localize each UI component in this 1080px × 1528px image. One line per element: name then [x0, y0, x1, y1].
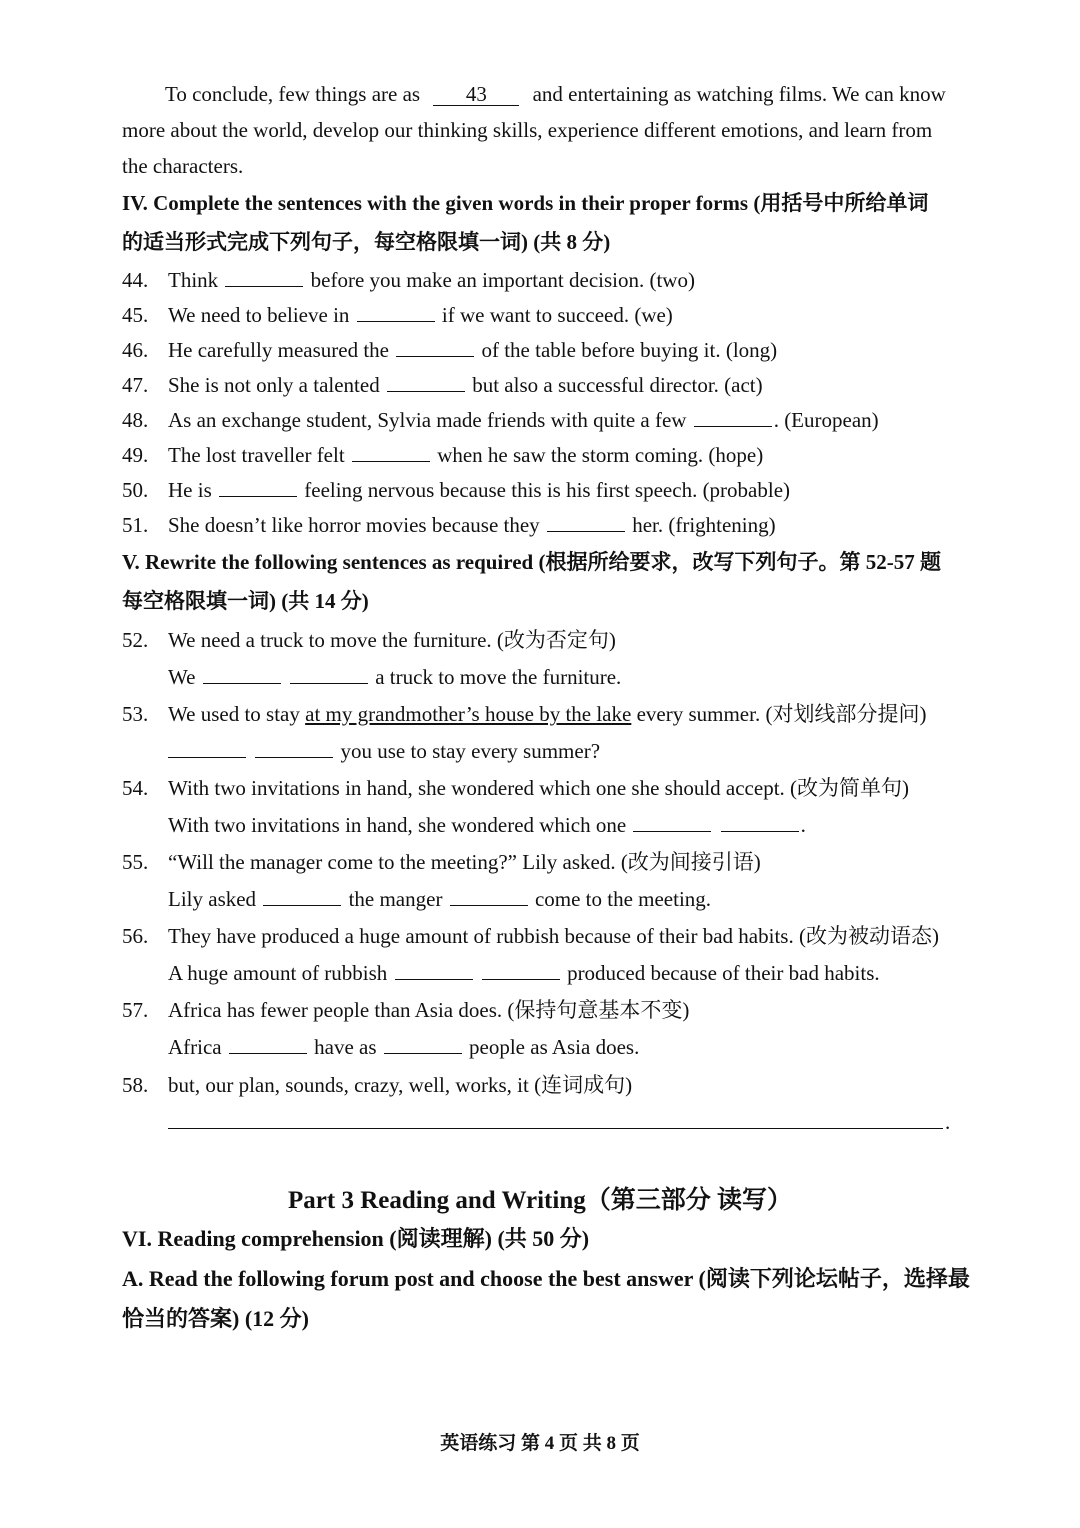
question-text: He carefully measured the	[168, 338, 389, 362]
answer-57	[168, 1033, 639, 1061]
question-49	[122, 441, 763, 469]
answer-blank[interactable]	[721, 811, 799, 832]
passage-line-2: more about the world, develop our thinking skills, experience different emotions, and learn from	[122, 118, 933, 142]
answer-text: have as	[314, 1035, 377, 1059]
question-number: 45.	[122, 303, 149, 327]
answer-blank[interactable]	[219, 476, 297, 497]
question-text: every summer. (对划线部分提问)	[636, 702, 927, 726]
section-a-heading: A. Read the following forum post and choose the best answer (阅读下列论坛帖子，选择最	[122, 1266, 970, 1291]
passage-line-3: the characters.	[122, 154, 244, 178]
answer-blank[interactable]	[168, 737, 246, 758]
question-text: The lost traveller felt	[168, 443, 345, 467]
question-47	[122, 371, 763, 399]
question-text: As an exchange student, Sylvia made friends with quite a few	[168, 408, 687, 432]
question-text: Africa has fewer people than Asia does. (保持句意基本不变)	[168, 998, 690, 1022]
question-text: if we want to succeed. (we)	[441, 303, 673, 327]
answer-blank[interactable]	[384, 1033, 462, 1054]
section-4-heading-cont: 的适当形式完成下列句子，每空格限填一词) (共 8 分)	[122, 230, 611, 254]
answer-text: With two invitations in hand, she wondered which one	[168, 813, 627, 837]
answer-text: come to the meeting.	[534, 887, 712, 911]
question-number: 47.	[122, 373, 149, 397]
question-text: before you make an important decision. (two)	[310, 268, 695, 292]
answer-text: people as Asia does.	[469, 1035, 640, 1059]
question-51	[122, 511, 776, 539]
question-number: 44.	[122, 268, 149, 292]
question-44	[122, 266, 695, 294]
question-text: They have produced a huge amount of rubbish because of their bad habits. (改为被动语态)	[168, 924, 939, 948]
answer-blank[interactable]	[290, 663, 368, 684]
question-50	[122, 476, 790, 504]
question-text: . (European)	[773, 408, 879, 432]
answer-text: Lily asked	[168, 887, 257, 911]
passage-text: To conclude, few things are as	[165, 82, 421, 106]
question-text: but, our plan, sounds, crazy, well, works, it (连词成句)	[168, 1073, 633, 1097]
answer-blank[interactable]	[352, 441, 430, 462]
answer-blank[interactable]	[357, 301, 435, 322]
question-number: 51.	[122, 513, 149, 537]
part-3-title: Part 3 Reading and Writing（第三部分 读写）	[288, 1187, 792, 1214]
question-text: but also a successful director. (act)	[472, 373, 763, 397]
question-58	[122, 1071, 632, 1099]
question-number: 46.	[122, 338, 149, 362]
section-6-heading: VI. Reading comprehension (阅读理解) (共 50 分)	[122, 1226, 590, 1251]
question-text: of the table before buying it. (long)	[481, 338, 778, 362]
question-text: “Will the manager come to the meeting?” Lily asked. (改为间接引语)	[168, 850, 761, 874]
question-text: We need to believe in	[168, 303, 350, 327]
question-number: 49.	[122, 443, 149, 467]
answer-blank[interactable]	[694, 406, 772, 427]
question-52	[122, 626, 616, 654]
answer-text: A huge amount of rubbish	[168, 961, 388, 985]
answer-blank[interactable]	[203, 663, 281, 684]
answer-text: .	[800, 813, 806, 837]
sentence-end-mark: .	[945, 1110, 951, 1134]
question-text: With two invitations in hand, she wondered which one she should accept. (改为简单句)	[168, 776, 910, 800]
answer-blank[interactable]	[450, 885, 528, 906]
answer-blank[interactable]	[396, 336, 474, 357]
section-5-heading: V. Rewrite the following sentences as required (根据所给要求，改写下列句子。第 52-57 题	[122, 550, 941, 574]
question-text: He is	[168, 478, 212, 502]
question-number: 53.	[122, 702, 149, 726]
question-54	[122, 774, 909, 802]
question-number: 56.	[122, 924, 149, 948]
answer-56	[168, 959, 880, 987]
question-text: She doesn’t like horror movies because they	[168, 513, 540, 537]
answer-54	[168, 811, 806, 839]
answer-blank[interactable]	[255, 737, 333, 758]
passage-line-1	[165, 80, 946, 108]
question-number: 58.	[122, 1073, 149, 1097]
question-56	[122, 922, 939, 950]
question-45	[122, 301, 673, 329]
section-a-heading-cont: 恰当的答案) (12 分)	[122, 1306, 309, 1331]
passage-text: and entertaining as watching films. We can know	[532, 82, 946, 106]
page-footer: 英语练习 第 4 页 共 8 页	[440, 1433, 640, 1454]
question-53	[122, 700, 926, 728]
question-number: 52.	[122, 628, 149, 652]
question-number: 54.	[122, 776, 149, 800]
answer-blank[interactable]	[395, 959, 473, 980]
answer-text: you use to stay every summer?	[340, 739, 601, 763]
question-46	[122, 336, 777, 364]
answer-55	[168, 885, 711, 913]
question-text: We used to stay	[168, 702, 300, 726]
answer-blank[interactable]	[263, 885, 341, 906]
section-5-heading-cont: 每空格限填一词) (共 14 分)	[122, 589, 369, 613]
answer-line-58[interactable]	[168, 1128, 943, 1129]
section-4-heading: IV. Complete the sentences with the given words in their proper forms (用括号中所给单词	[122, 191, 929, 215]
answer-52	[168, 663, 621, 691]
question-57	[122, 996, 689, 1024]
answer-blank[interactable]	[633, 811, 711, 832]
question-text: when he saw the storm coming. (hope)	[437, 443, 764, 467]
answer-53	[168, 737, 600, 765]
answer-blank[interactable]	[482, 959, 560, 980]
answer-text: produced because of their bad habits.	[567, 961, 880, 985]
answer-text: a truck to move the furniture.	[375, 665, 622, 689]
answer-blank[interactable]	[229, 1033, 307, 1054]
question-48	[122, 406, 879, 434]
answer-text: We	[168, 665, 196, 689]
underlined-phrase: at my grandmother’s house by the lake	[305, 702, 632, 726]
question-text: feeling nervous because this is his first speech. (probable)	[304, 478, 791, 502]
question-55	[122, 848, 761, 876]
question-number: 50.	[122, 478, 149, 502]
question-text: We need a truck to move the furniture. (改为否定句)	[168, 628, 616, 652]
answer-blank[interactable]	[547, 511, 625, 532]
question-text: her. (frightening)	[632, 513, 776, 537]
answer-text: the manger	[348, 887, 443, 911]
answer-blank-43[interactable]: 43	[433, 83, 519, 106]
question-number: 55.	[122, 850, 149, 874]
question-text: She is not only a talented	[168, 373, 380, 397]
question-number: 48.	[122, 408, 149, 432]
question-number: 57.	[122, 998, 149, 1022]
question-text: Think	[168, 268, 219, 292]
answer-blank[interactable]	[225, 266, 303, 287]
answer-blank[interactable]	[387, 371, 465, 392]
answer-text: Africa	[168, 1035, 222, 1059]
